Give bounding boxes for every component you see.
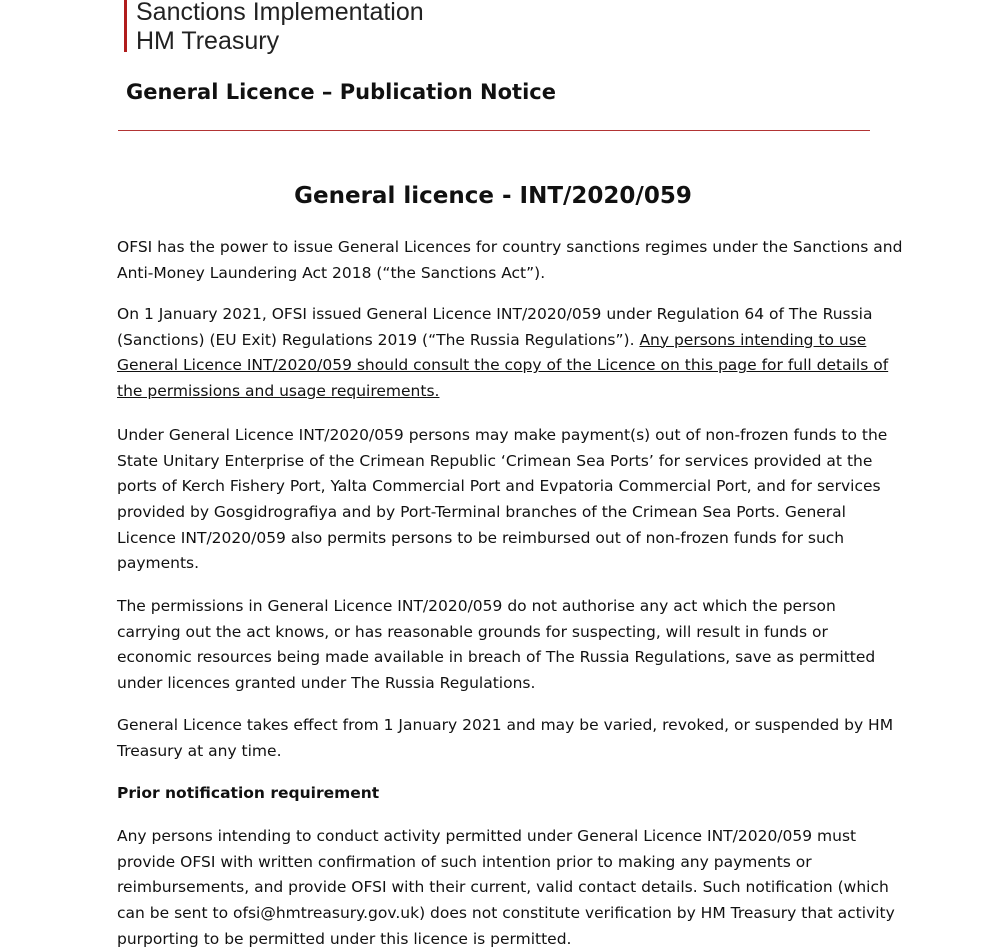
underlined-notice-text: the permissions and usage requirements. xyxy=(117,382,440,401)
paragraph-permissions xyxy=(117,423,888,577)
paragraph-issuance xyxy=(117,302,889,405)
paragraph-line: carrying out the act knows, or has reasonable grounds for suspecting, will result in funds or xyxy=(117,622,828,641)
org-name-line2: HM Treasury xyxy=(136,27,280,55)
org-name-line1: Sanctions Implementation xyxy=(136,0,424,26)
paragraph-line: Licence INT/2020/059 also permits persons to be reimbursed out of non-frozen funds for such xyxy=(117,528,845,547)
notice-title: General Licence – Publication Notice xyxy=(126,80,556,104)
header-divider xyxy=(118,130,870,131)
paragraph-line: purporting to be permitted under this licence is permitted. xyxy=(117,929,572,948)
paragraph-powers xyxy=(117,235,903,286)
paragraph-restrictions xyxy=(117,594,877,697)
document-title: General licence - INT/2020/059 xyxy=(294,183,692,209)
paragraph-line: The permissions in General Licence INT/2020/059 do not authorise any act which the person xyxy=(117,597,836,615)
paragraph-line: Anti-Money Laundering Act 2018 (“the Sanctions Act”). xyxy=(117,263,546,282)
paragraph-line: under licences granted under The Russia Regulations. xyxy=(117,674,536,693)
underlined-notice-text: Any persons intending to use xyxy=(639,330,867,349)
prior-notification-heading: Prior notification requirement xyxy=(117,784,380,802)
underlined-notice-text: General Licence INT/2020/059 should consult the copy of the Licence on this page for full details of xyxy=(117,356,889,375)
paragraph-line xyxy=(117,328,877,354)
crest-divider-bar xyxy=(124,0,127,52)
paragraph-line: OFSI has the power to issue General Licences for country sanctions regimes under the Sanctions and xyxy=(117,238,903,256)
paragraph-line: can be sent to ofsi@hmtreasury.gov.uk) does not constitute verification by HM Treasury that activity xyxy=(117,904,895,923)
paragraph-notification xyxy=(117,824,895,952)
paragraph-line: reimbursements, and provide OFSI with their current, valid contact details. Such notification (which xyxy=(117,878,889,897)
paragraph-line: On 1 January 2021, OFSI issued General Licence INT/2020/059 under Regulation 64 of The Russia xyxy=(117,305,873,323)
paragraph-line: payments. xyxy=(117,554,200,573)
paragraph-line: Under General Licence INT/2020/059 persons may make payment(s) out of non-frozen funds to the xyxy=(117,426,888,444)
paragraph-line: provide OFSI with written confirmation of such intention prior to making any payments or xyxy=(117,852,812,871)
paragraph-line: State Unitary Enterprise of the Crimean Republic ‘Crimean Sea Ports’ for services provided at the xyxy=(117,451,873,470)
paragraph-line: Any persons intending to conduct activity permitted under General Licence INT/2020/059 must xyxy=(117,827,857,845)
paragraph-line: provided by Gosgidrografiya and by Port-Terminal branches of the Crimean Sea Ports. General xyxy=(117,503,846,522)
paragraph-line: ports of Kerch Fishery Port, Yalta Commercial Port and Evpatoria Commercial Port, and for services xyxy=(117,477,881,496)
paragraph-line: Treasury at any time. xyxy=(117,741,282,760)
paragraph-effect xyxy=(117,713,894,764)
paragraph-text: (Sanctions) (EU Exit) Regulations 2019 (“The Russia Regulations”). xyxy=(117,330,640,349)
paragraph-line: General Licence takes effect from 1 January 2021 and may be varied, revoked, or suspended by HM xyxy=(117,716,894,734)
paragraph-line: economic resources being made available in breach of The Russia Regulations, save as permitted xyxy=(117,648,876,667)
